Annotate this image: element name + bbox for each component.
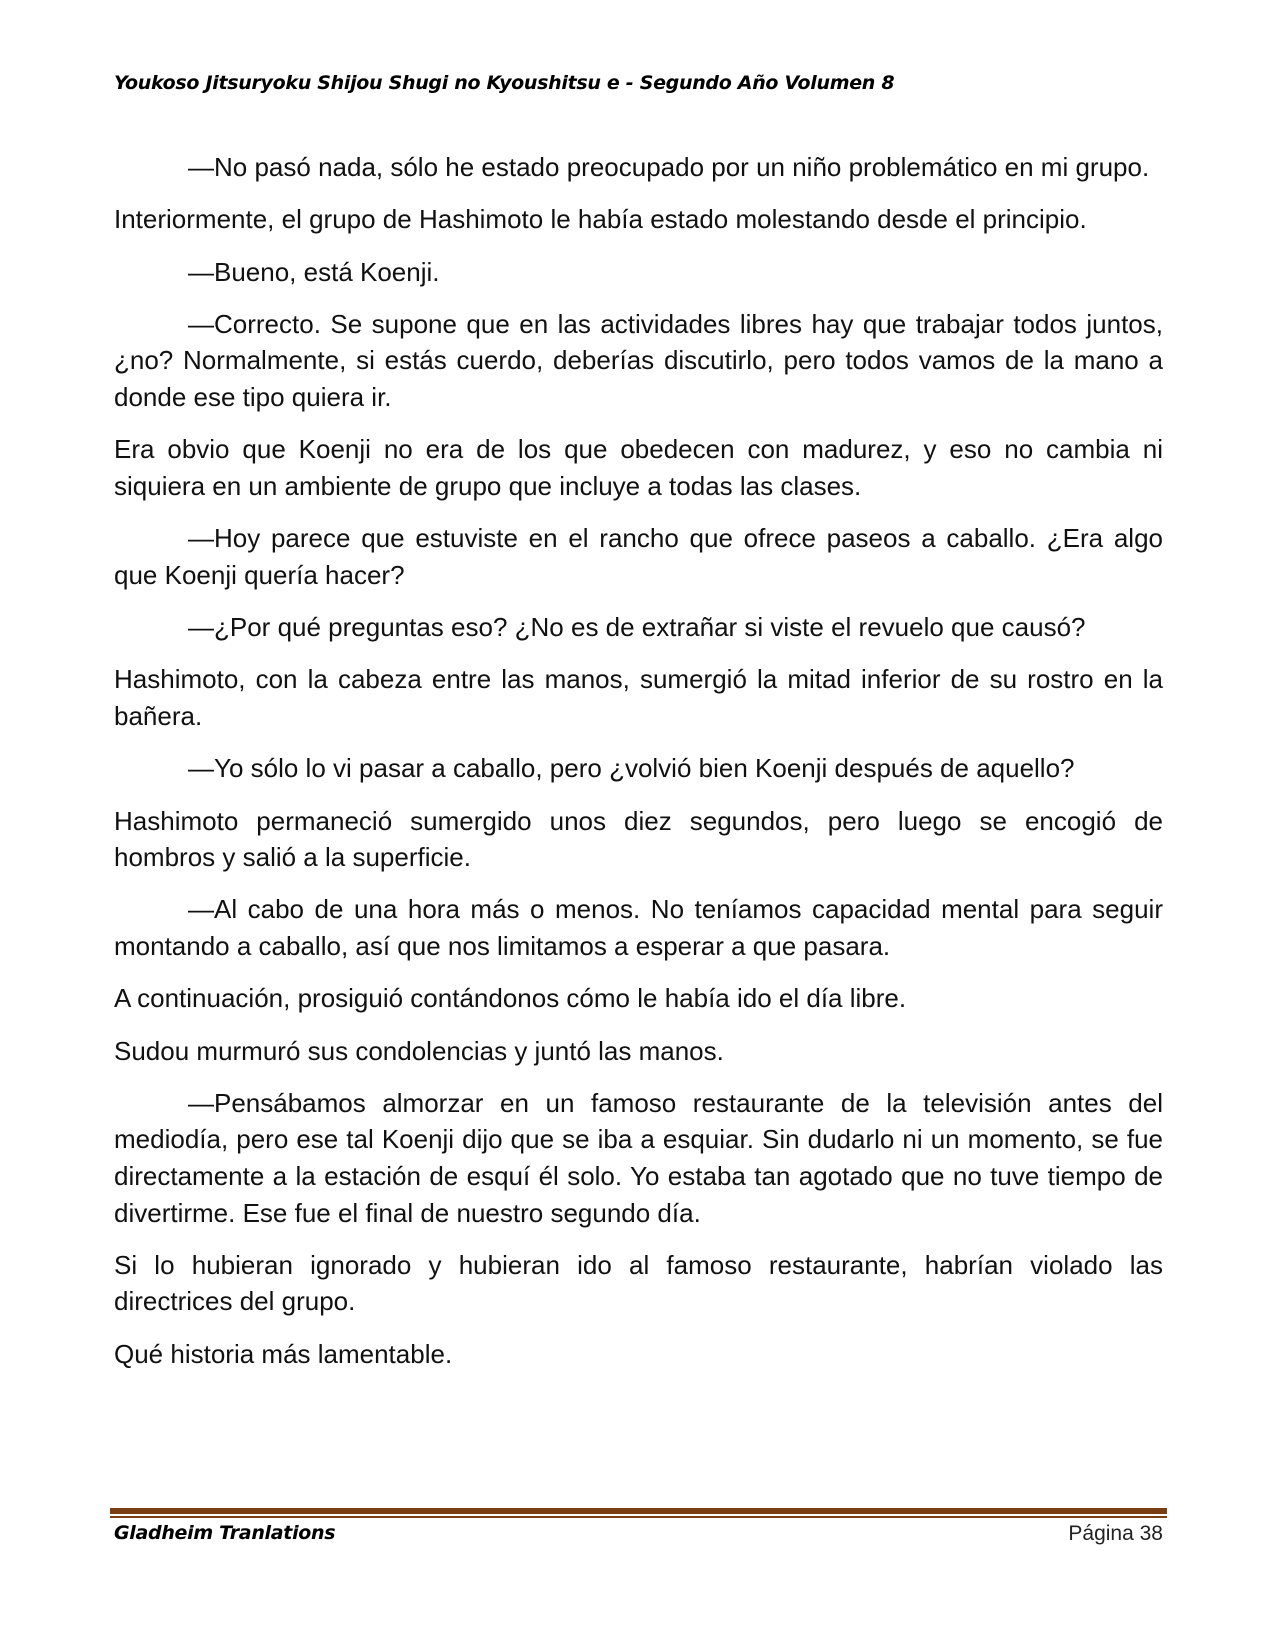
footer-rule-thin [110,1516,1167,1518]
paragraph: Interiormente, el grupo de Hashimoto le había estado molestando desde el principio. [114,204,1087,235]
paragraph: Era obvio que Koenji no era de los que obedecen con madurez, y eso no cambia ni siquiera en un ambiente de grupo que incluye a todas las clases. [114,434,1163,501]
footer-rule-thick [110,1508,1167,1514]
paragraph: Qué historia más lamentable. [114,1338,453,1369]
paragraph: —Bueno, está Koenji. [188,256,440,287]
footer-publisher: Gladheim Tranlations [114,1522,336,1544]
paragraph: —No pasó nada, sólo he estado preocupado por un niño problemático en mi grupo. [188,152,1150,182]
running-header: Youkoso Jitsuryoku Shijou Shugi no Kyoushitsu e - Segundo Año Volumen 8 [114,72,895,94]
paragraph: —¿Por qué preguntas eso? ¿No es de extrañar si viste el revuelo que causó? [188,612,1086,643]
paragraph: —Al cabo de una hora más o menos. No teníamos capacidad mental para seguir montando a caballo, así que nos limitamos a esperar a que pasara. [114,894,1163,961]
paragraph: Si lo hubieran ignorado y hubieran ido al famoso restaurante, habrían violado las directrices del grupo. [114,1249,1163,1317]
paragraph: —Yo sólo lo vi pasar a caballo, pero ¿volvió bien Koenji después de aquello? [188,753,1075,784]
paragraph: Hashimoto permaneció sumergido unos diez segundos, pero luego se encogió de hombros y salió a la superficie. [114,805,1163,873]
paragraph: —Pensábamos almorzar en un famoso restaurante de la televisión antes del mediodía, pero ese tal Koenji dijo que se iba a esquiar. Sin dudarlo ni un momento, se fue directamente a la estación de esquí él solo. Yo estaba tan agotado que no tuve tiempo de divertirme. Ese fue el final de nuestro segundo día. [114,1087,1163,1228]
paragraph: Hashimoto, con la cabeza entre las manos, sumergió la mitad inferior de su rostro en la bañera. [114,664,1163,731]
paragraph: —Hoy parece que estuviste en el rancho que ofrece paseos a caballo. ¿Era algo que Koenji quería hacer? [114,523,1163,590]
paragraph: Sudou murmuró sus condolencias y juntó las manos. [114,1035,724,1066]
paragraph: —Correcto. Se supone que en las actividades libres hay que trabajar todos juntos, ¿no? Normalmente, si estás cuerdo, deberías discutirlo, pero todos vamos de la mano a donde ese tipo quiera ir. [114,308,1163,413]
paragraph: A continuación, prosiguió contándonos cómo le había ido el día libre. [114,983,907,1014]
body-text [114,149,1163,1388]
page-number: Página 38 [1068,1522,1163,1545]
